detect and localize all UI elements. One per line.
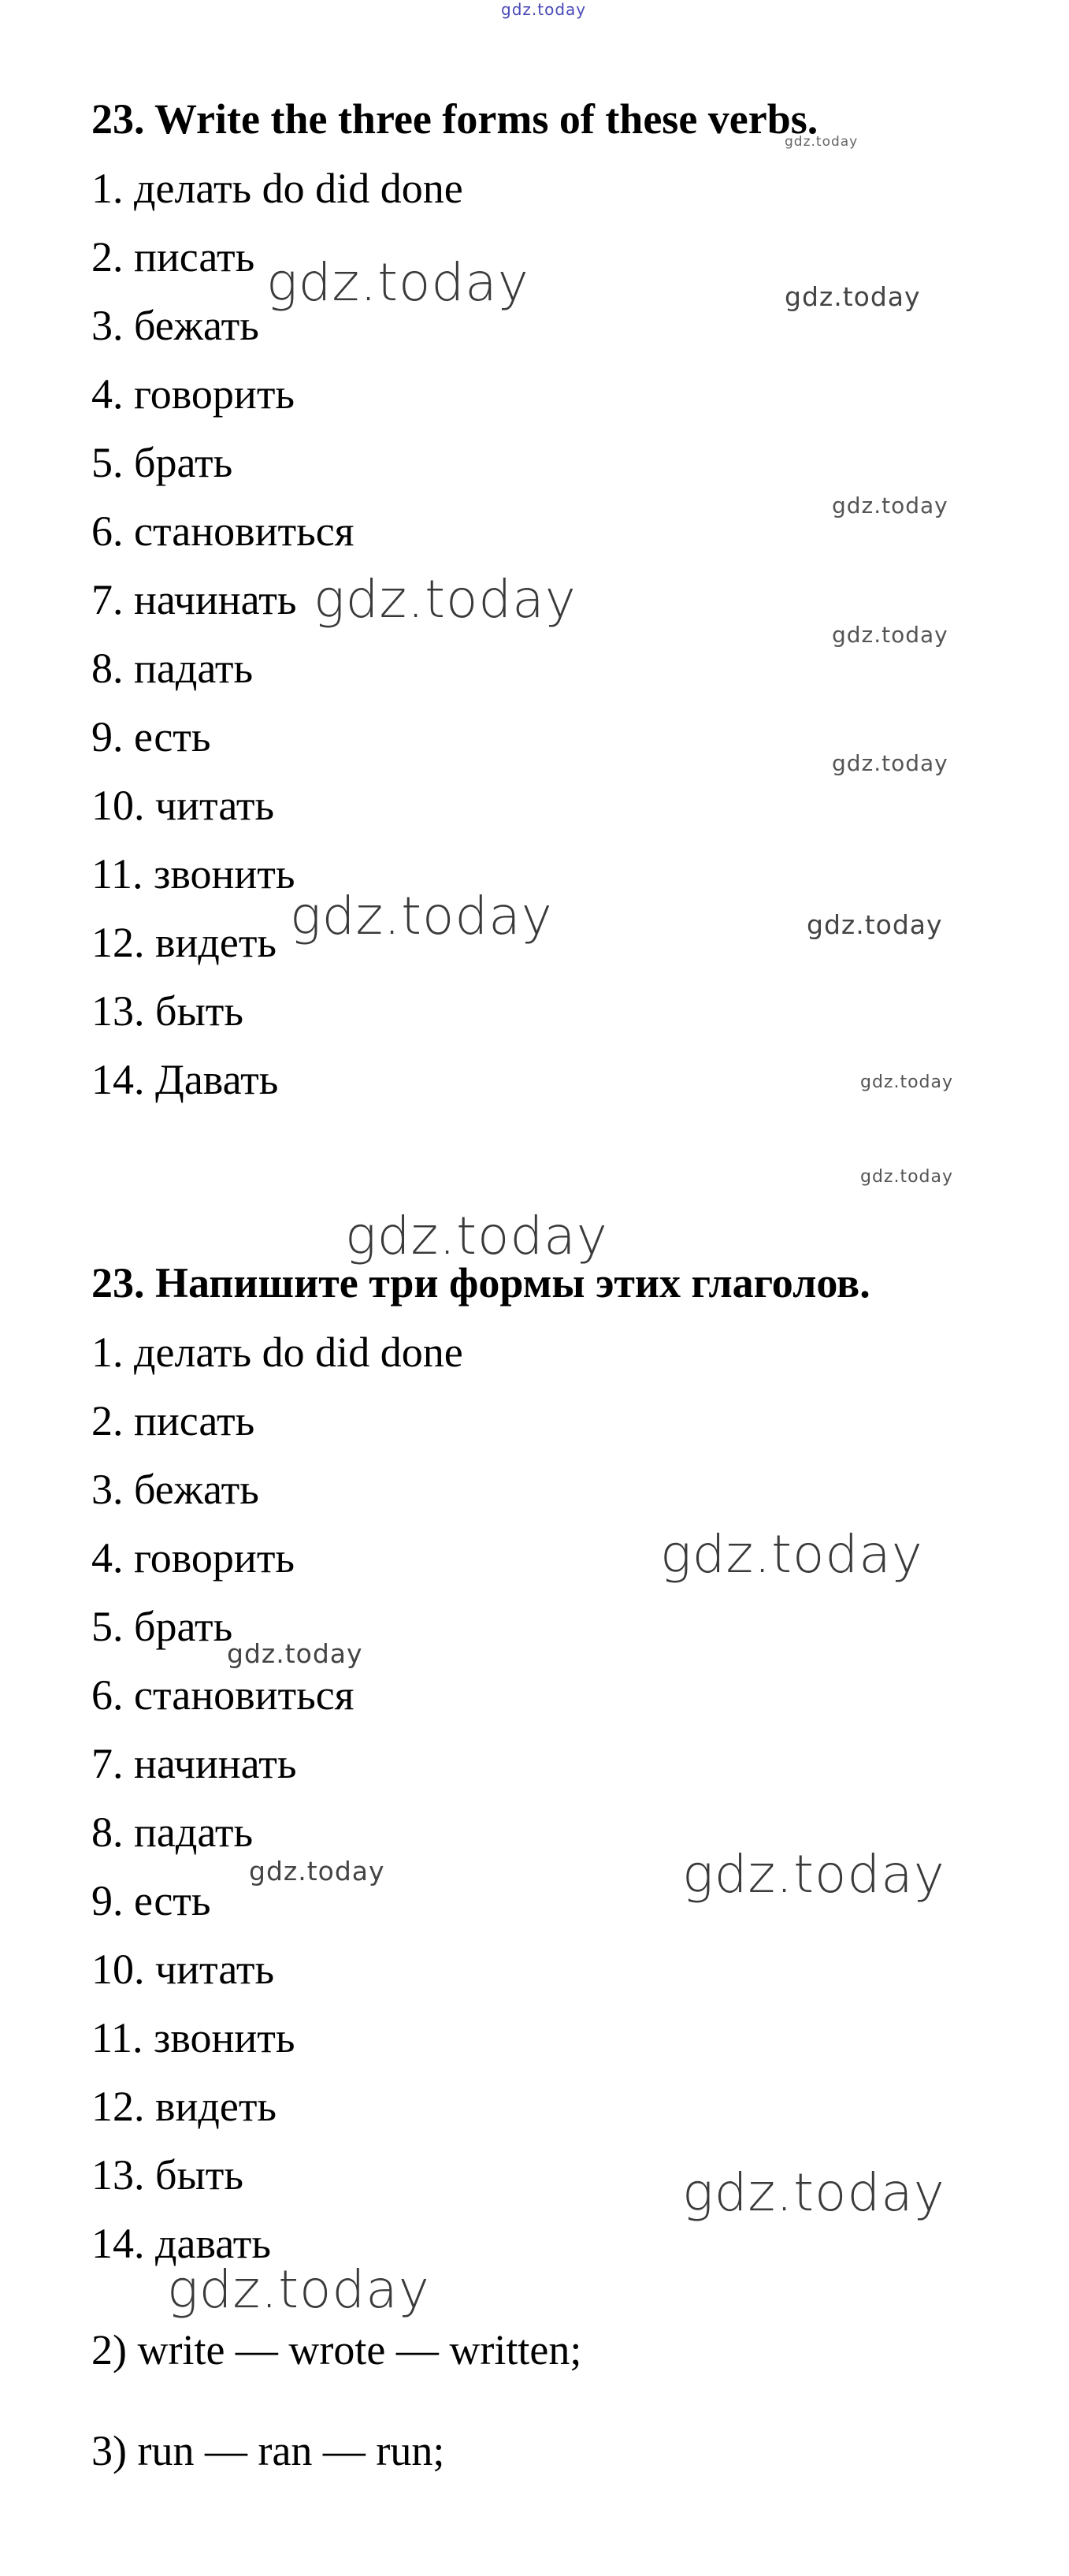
list-item: 5. брать — [91, 1603, 233, 1650]
list-item: 14. Давать — [91, 1056, 279, 1103]
watermark: gdz.today — [266, 252, 529, 313]
watermark: gdz.today — [682, 2162, 945, 2223]
list-item: 9. есть — [91, 713, 211, 760]
watermark: gdz.today — [807, 909, 943, 940]
answer-line: 3) run — ran — run; — [91, 2427, 445, 2474]
list-item: 12. видеть — [91, 2083, 277, 2130]
watermark: gdz.today — [832, 750, 948, 776]
list-item: 4. говорить — [91, 1534, 295, 1582]
list-item: 1. делать do did done — [91, 1329, 463, 1376]
list-item: 10. читать — [91, 782, 275, 829]
list-item: 13. быть — [91, 2151, 243, 2199]
list-item: 2. писать — [91, 233, 255, 281]
watermark: gdz.today — [860, 1072, 954, 1092]
list-item: 11. звонить — [91, 850, 295, 898]
watermark: gdz.today — [832, 622, 948, 648]
list-item: 1. делать do did done — [91, 165, 463, 212]
list-item: 14. давать — [91, 2220, 272, 2267]
list-item: 9. есть — [91, 1877, 211, 1924]
watermark: gdz.today — [785, 134, 859, 150]
watermark: gdz.today — [785, 281, 921, 312]
watermark: gdz.today — [832, 493, 948, 519]
watermark: gdz.today — [290, 886, 553, 946]
list-item: 6. становиться — [91, 507, 354, 555]
watermark: gdz.today — [860, 1167, 954, 1187]
list-item: 13. быть — [91, 987, 243, 1035]
list-item: 3. бежать — [91, 302, 259, 349]
watermark: gdz.today — [345, 1206, 608, 1266]
list-item: 3. бежать — [91, 1466, 259, 1513]
watermark: gdz.today — [167, 2259, 430, 2320]
list-item: 7. начинать — [91, 1740, 297, 1787]
watermark: gdz.today — [249, 1856, 385, 1886]
list-item: 2. писать — [91, 1397, 255, 1444]
answer-line: 2) write — wrote — written; — [91, 2326, 582, 2373]
list-item: 5. брать — [91, 439, 233, 486]
list-item: 4. говорить — [91, 370, 295, 418]
list-item: 8. падать — [91, 645, 254, 692]
list-item: 12. видеть — [91, 919, 277, 966]
watermark: gdz.today — [660, 1524, 923, 1585]
heading-english: 23. Write the three forms of these verbs. — [91, 95, 818, 143]
heading-russian: 23. Напишите три формы этих глаголов. — [91, 1259, 870, 1307]
list-item: 8. падать — [91, 1808, 254, 1856]
list-item: 6. становиться — [91, 1671, 354, 1719]
list-item: 7. начинать — [91, 576, 297, 623]
list-item: 11. звонить — [91, 2014, 295, 2061]
watermark-top: gdz.today — [501, 0, 587, 19]
watermark: gdz.today — [314, 569, 577, 630]
list-item: 10. читать — [91, 1946, 275, 1993]
watermark: gdz.today — [227, 1638, 363, 1669]
watermark: gdz.today — [682, 1844, 945, 1905]
